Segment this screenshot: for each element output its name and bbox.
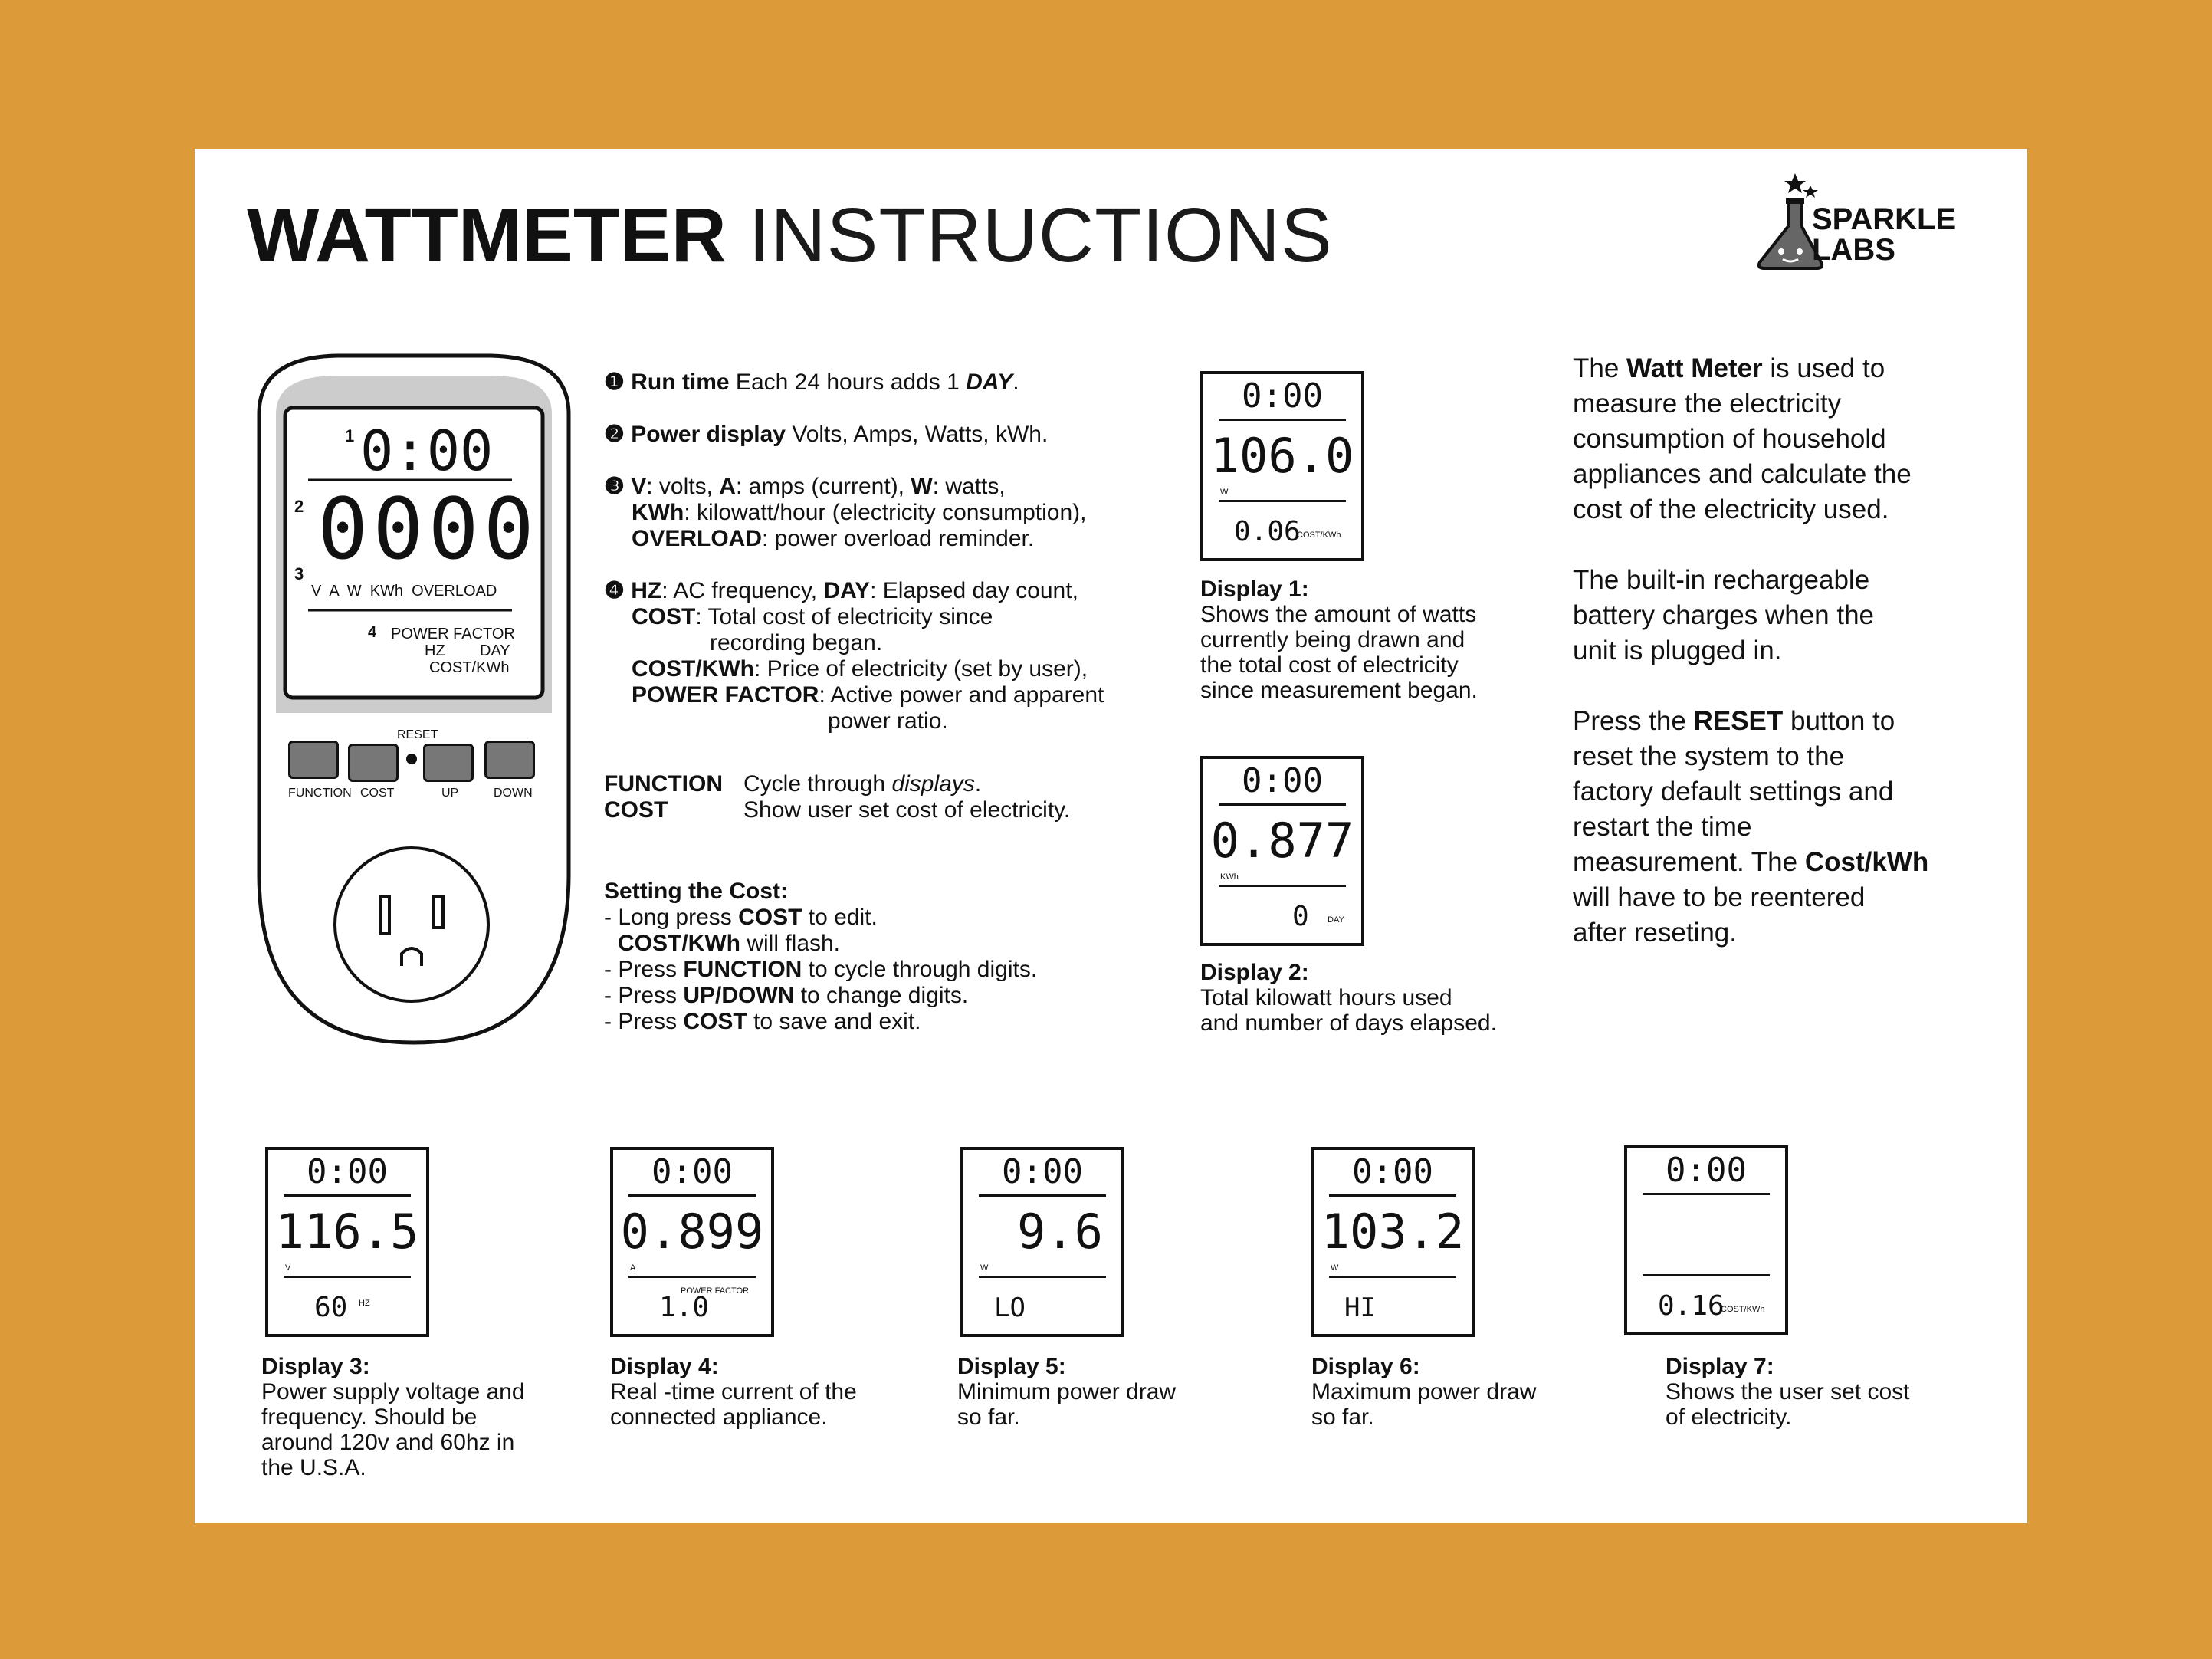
lcd-display-7 (1624, 1145, 1788, 1335)
function-button[interactable] (288, 741, 339, 779)
display-caption-line: Maximum power draw (1311, 1379, 1537, 1404)
lcd-bottom: 0.16 (1658, 1290, 1725, 1322)
display-caption-line: and number of days elapsed. (1200, 1010, 1497, 1036)
page-title (247, 193, 1333, 278)
device-marker-3: 3 (294, 564, 304, 583)
lcd-line-top (1329, 1194, 1456, 1197)
about-section (1573, 351, 1928, 951)
device-marker-2: 2 (294, 497, 304, 516)
item3-line3-b: OVERLOAD (632, 526, 763, 551)
lcd-bottom: LO (994, 1293, 1026, 1323)
lcd-display-1 (1200, 371, 1364, 561)
about-p3-pre: Press the (1573, 706, 1694, 736)
function-button-label: FUNCTION (288, 787, 352, 800)
display-caption-line: Minimum power draw (957, 1379, 1177, 1404)
about-p2-l1: The built-in rechargeable (1573, 565, 1870, 595)
about-p2-l3: unit is plugged in. (1573, 636, 1782, 665)
item4-line2-b: COST (632, 604, 696, 629)
device-value: 0000 (317, 480, 539, 578)
setting-title: Setting the Cost: (604, 879, 788, 904)
function-text-em: displays (891, 771, 975, 797)
lcd-display-3 (265, 1147, 429, 1337)
item1-end: . (1012, 370, 1019, 395)
about-p3-l3: factory default settings and (1573, 777, 1894, 807)
lcd-tag: COST/KWh (1297, 531, 1341, 540)
display-caption-line: Shows the amount of watts (1200, 602, 1477, 627)
device-hz: HZ (425, 642, 445, 659)
s5-b: COST (683, 1009, 747, 1034)
s3-pre: - Press (604, 957, 684, 982)
item4-line3: recording began. (710, 630, 883, 655)
about-p3-l2: reset the system to the (1573, 741, 1845, 771)
item1-number: ❶ (604, 370, 625, 395)
lcd-value: 116.5 (275, 1204, 419, 1260)
up-button-label: UP (441, 787, 459, 800)
lcd-line-top (1643, 1193, 1770, 1195)
device-day: DAY (480, 642, 510, 659)
lcd-value: 103.2 (1321, 1204, 1465, 1260)
cost-button-label: COST (360, 787, 395, 800)
item3-b1: V (631, 474, 647, 499)
down-button-label: DOWN (494, 787, 533, 800)
lcd-display-5 (960, 1147, 1124, 1337)
item3-t2: : amps (current), (735, 474, 911, 499)
display-caption-line: currently being drawn and (1200, 627, 1465, 652)
lcd-time: 0:00 (1666, 1151, 1747, 1190)
display-caption-4 (610, 1354, 857, 1430)
lcd-unit: W (1220, 488, 1229, 497)
title-light: INSTRUCTIONS (748, 192, 1333, 278)
lcd-time: 0:00 (1242, 376, 1323, 416)
lcd-unit: W (980, 1263, 989, 1273)
lcd-time: 0:00 (1352, 1152, 1433, 1191)
about-p3-l1: button to (1783, 706, 1895, 736)
logo-line2: LABS (1812, 233, 1895, 267)
display-caption-line: the U.S.A. (261, 1455, 366, 1480)
down-button[interactable] (484, 741, 535, 779)
s2-post: will flash. (740, 931, 841, 956)
device-units: V A W KWh OVERLOAD (311, 583, 497, 600)
lcd-bottom: 0.06 (1234, 516, 1301, 547)
item1-em: DAY (966, 370, 1013, 395)
lcd-display-2 (1200, 756, 1364, 946)
up-button[interactable] (423, 744, 474, 782)
about-p3-l4: restart the time (1573, 812, 1752, 842)
device-cost-kwh: COST/KWh (429, 659, 510, 676)
display-caption-title: Display 7: (1666, 1354, 1774, 1379)
s4-b: UP/DOWN (683, 983, 795, 1008)
s5-pre: - Press (604, 1009, 684, 1034)
display-caption-line: since measurement began. (1200, 678, 1478, 703)
lcd-time: 0:00 (307, 1152, 388, 1191)
instruction-item-2 (604, 422, 1048, 448)
display-caption-line: Shows the user set cost (1666, 1379, 1910, 1404)
lcd-time: 0:00 (1242, 761, 1323, 800)
device-time: 0:00 (360, 419, 494, 483)
item4-number: ❹ (604, 578, 625, 603)
lcd-line-top (628, 1194, 756, 1197)
instruction-item-3 (604, 474, 1087, 552)
item4-line5-t: : Active power and apparent (819, 682, 1104, 708)
display-caption-line: so far. (1311, 1404, 1374, 1430)
about-p1-l4: appliances and calculate the (1573, 459, 1912, 489)
lcd-tag: POWER FACTOR (681, 1286, 750, 1296)
item3-t3: : watts, (932, 474, 1006, 499)
item2-number: ❷ (604, 422, 625, 447)
lcd-line-bottom (1329, 1276, 1456, 1278)
about-p3-b: RESET (1693, 706, 1784, 736)
s1-b: COST (738, 905, 802, 930)
display-caption-title: Display 1: (1200, 577, 1309, 602)
lcd-display-6 (1311, 1147, 1475, 1337)
cost-label: COST (604, 797, 668, 823)
item4-t1: : AC frequency, (661, 578, 824, 603)
display-caption-7 (1666, 1354, 1910, 1430)
about-p1-pre: The (1573, 353, 1627, 383)
logo-line1: SPARKLE (1812, 202, 1957, 236)
about-p2-l2: battery charges when the (1573, 600, 1875, 630)
title-bold: WATTMETER (247, 192, 727, 278)
s1-post: to edit. (802, 905, 878, 930)
lcd-line-bottom (1643, 1274, 1770, 1276)
display-caption-2 (1200, 960, 1497, 1036)
display-caption-line: the total cost of electricity (1200, 652, 1459, 678)
about-p3-l6: will have to be reentered (1573, 882, 1866, 912)
about-p3-l7: after reseting. (1573, 918, 1737, 948)
s4-post: to change digits. (794, 983, 969, 1008)
lcd-time: 0:00 (1002, 1152, 1083, 1191)
lcd-line-top (1219, 419, 1346, 421)
about-p1-l3: consumption of household (1573, 424, 1886, 454)
display-caption-line: Total kilowatt hours used (1200, 985, 1452, 1010)
about-p1-l5: cost of the electricity used. (1573, 494, 1889, 524)
lcd-unit: A (630, 1263, 636, 1273)
item3-line2-b: KWh (632, 500, 684, 525)
lcd-time: 0:00 (651, 1152, 733, 1191)
item2-bold: Power display (631, 422, 786, 447)
lcd-line-top (979, 1194, 1106, 1197)
display-caption-line: frequency. Should be (261, 1404, 478, 1430)
instruction-item-4 (604, 578, 1104, 734)
function-label: FUNCTION (604, 771, 723, 797)
lcd-bottom: 0 (1292, 901, 1309, 932)
display-caption-5 (957, 1354, 1176, 1430)
lcd-value: 0.899 (620, 1204, 764, 1260)
item4-line6: power ratio. (828, 708, 948, 734)
display-caption-line: around 120v and 60hz in (261, 1430, 515, 1455)
s2-b: COST/KWh (618, 931, 740, 956)
display-caption-line: Power supply voltage and (261, 1379, 525, 1404)
function-text-pre: Cycle through (743, 771, 892, 797)
lcd-display-4 (610, 1147, 774, 1337)
lcd-tag: DAY (1328, 915, 1344, 925)
setting-cost-section (604, 879, 1037, 1035)
about-p3-l5-b: Cost/kWh (1804, 847, 1929, 877)
display-caption-3 (261, 1354, 525, 1480)
display-caption-line: of electricity. (1666, 1404, 1792, 1430)
item3-b3: W (911, 474, 933, 499)
lcd-bottom: 1.0 (659, 1292, 710, 1323)
about-p3-l5-pre: measurement. The (1573, 847, 1805, 877)
function-row (604, 771, 982, 797)
lcd-line-bottom (1219, 500, 1346, 502)
item4-line5-b: POWER FACTOR (632, 682, 819, 708)
display-caption-title: Display 4: (610, 1354, 719, 1379)
s4-pre: - Press (604, 983, 684, 1008)
instruction-item-1 (604, 370, 1019, 396)
display-caption-line: Real -time current of the (610, 1379, 857, 1404)
display-caption-line: so far. (957, 1404, 1020, 1430)
about-p1-b: Watt Meter (1626, 353, 1763, 383)
device-power-factor: POWER FACTOR (391, 626, 515, 642)
device-marker-1: 1 (345, 426, 355, 445)
display-caption-title: Display 2: (1200, 960, 1309, 985)
item4-b2: DAY (823, 578, 871, 603)
item1-text: Each 24 hours adds 1 (729, 370, 967, 395)
lcd-line-bottom (1219, 885, 1346, 887)
s5-post: to save and exit. (747, 1009, 921, 1034)
lcd-line-top (284, 1194, 411, 1197)
lcd-line-top (1219, 803, 1346, 806)
item4-line2-t: : Total cost of electricity since (695, 604, 993, 629)
display-caption-6 (1311, 1354, 1536, 1430)
lcd-line-bottom (979, 1276, 1106, 1278)
lcd-value: 106.0 (1210, 428, 1354, 484)
display-caption-title: Display 3: (261, 1354, 370, 1379)
lcd-tag: COST/KWh (1721, 1305, 1765, 1314)
s1-pre: - Long press (604, 905, 739, 930)
lcd-bottom: 60 (314, 1292, 348, 1323)
item2-text: Volts, Amps, Watts, kWh. (786, 422, 1049, 447)
item3-line3-t: : power overload reminder. (762, 526, 1035, 551)
display-caption-1 (1200, 577, 1478, 703)
display-caption-line: connected appliance. (610, 1404, 828, 1430)
about-p1-l2: measure the electricity (1573, 389, 1842, 419)
lcd-unit: KWh (1220, 872, 1239, 882)
item4-line4-b: COST/KWh (632, 656, 754, 682)
item3-number: ❸ (604, 474, 625, 499)
lcd-bottom: HI (1344, 1293, 1376, 1323)
device-marker-4: 4 (368, 624, 377, 641)
item3-t1: : volts, (646, 474, 720, 499)
item3-line2-t: : kilowatt/hour (electricity consumption), (684, 500, 1087, 525)
cost-text: Show user set cost of electricity. (743, 797, 1071, 823)
lcd-line-bottom (628, 1276, 756, 1278)
reset-label: RESET (397, 728, 438, 741)
s3-post: to cycle through digits. (802, 957, 1038, 982)
function-text-post: . (974, 771, 982, 797)
about-p1-l1: is used to (1762, 353, 1885, 383)
display-caption-title: Display 6: (1311, 1354, 1420, 1379)
cost-row (604, 797, 1071, 823)
lcd-unit: V (285, 1263, 291, 1273)
logo-text (1812, 204, 1956, 265)
lcd-value: 0.877 (1210, 813, 1354, 869)
s3-b: FUNCTION (683, 957, 802, 982)
lcd-unit: W (1331, 1263, 1339, 1273)
reset-button[interactable] (406, 753, 418, 765)
item1-bold: Run time (631, 370, 730, 395)
lcd-tag: HZ (359, 1299, 370, 1308)
item3-b2: A (719, 474, 736, 499)
item4-b1: HZ (631, 578, 662, 603)
item4-line4-t: : Price of electricity (set by user), (753, 656, 1088, 682)
lcd-line-bottom (284, 1276, 411, 1278)
cost-button[interactable] (348, 744, 399, 782)
display-caption-title: Display 5: (957, 1354, 1066, 1379)
lcd-value: 9.6 (1017, 1204, 1103, 1260)
item4-t2: : Elapsed day count, (870, 578, 1078, 603)
